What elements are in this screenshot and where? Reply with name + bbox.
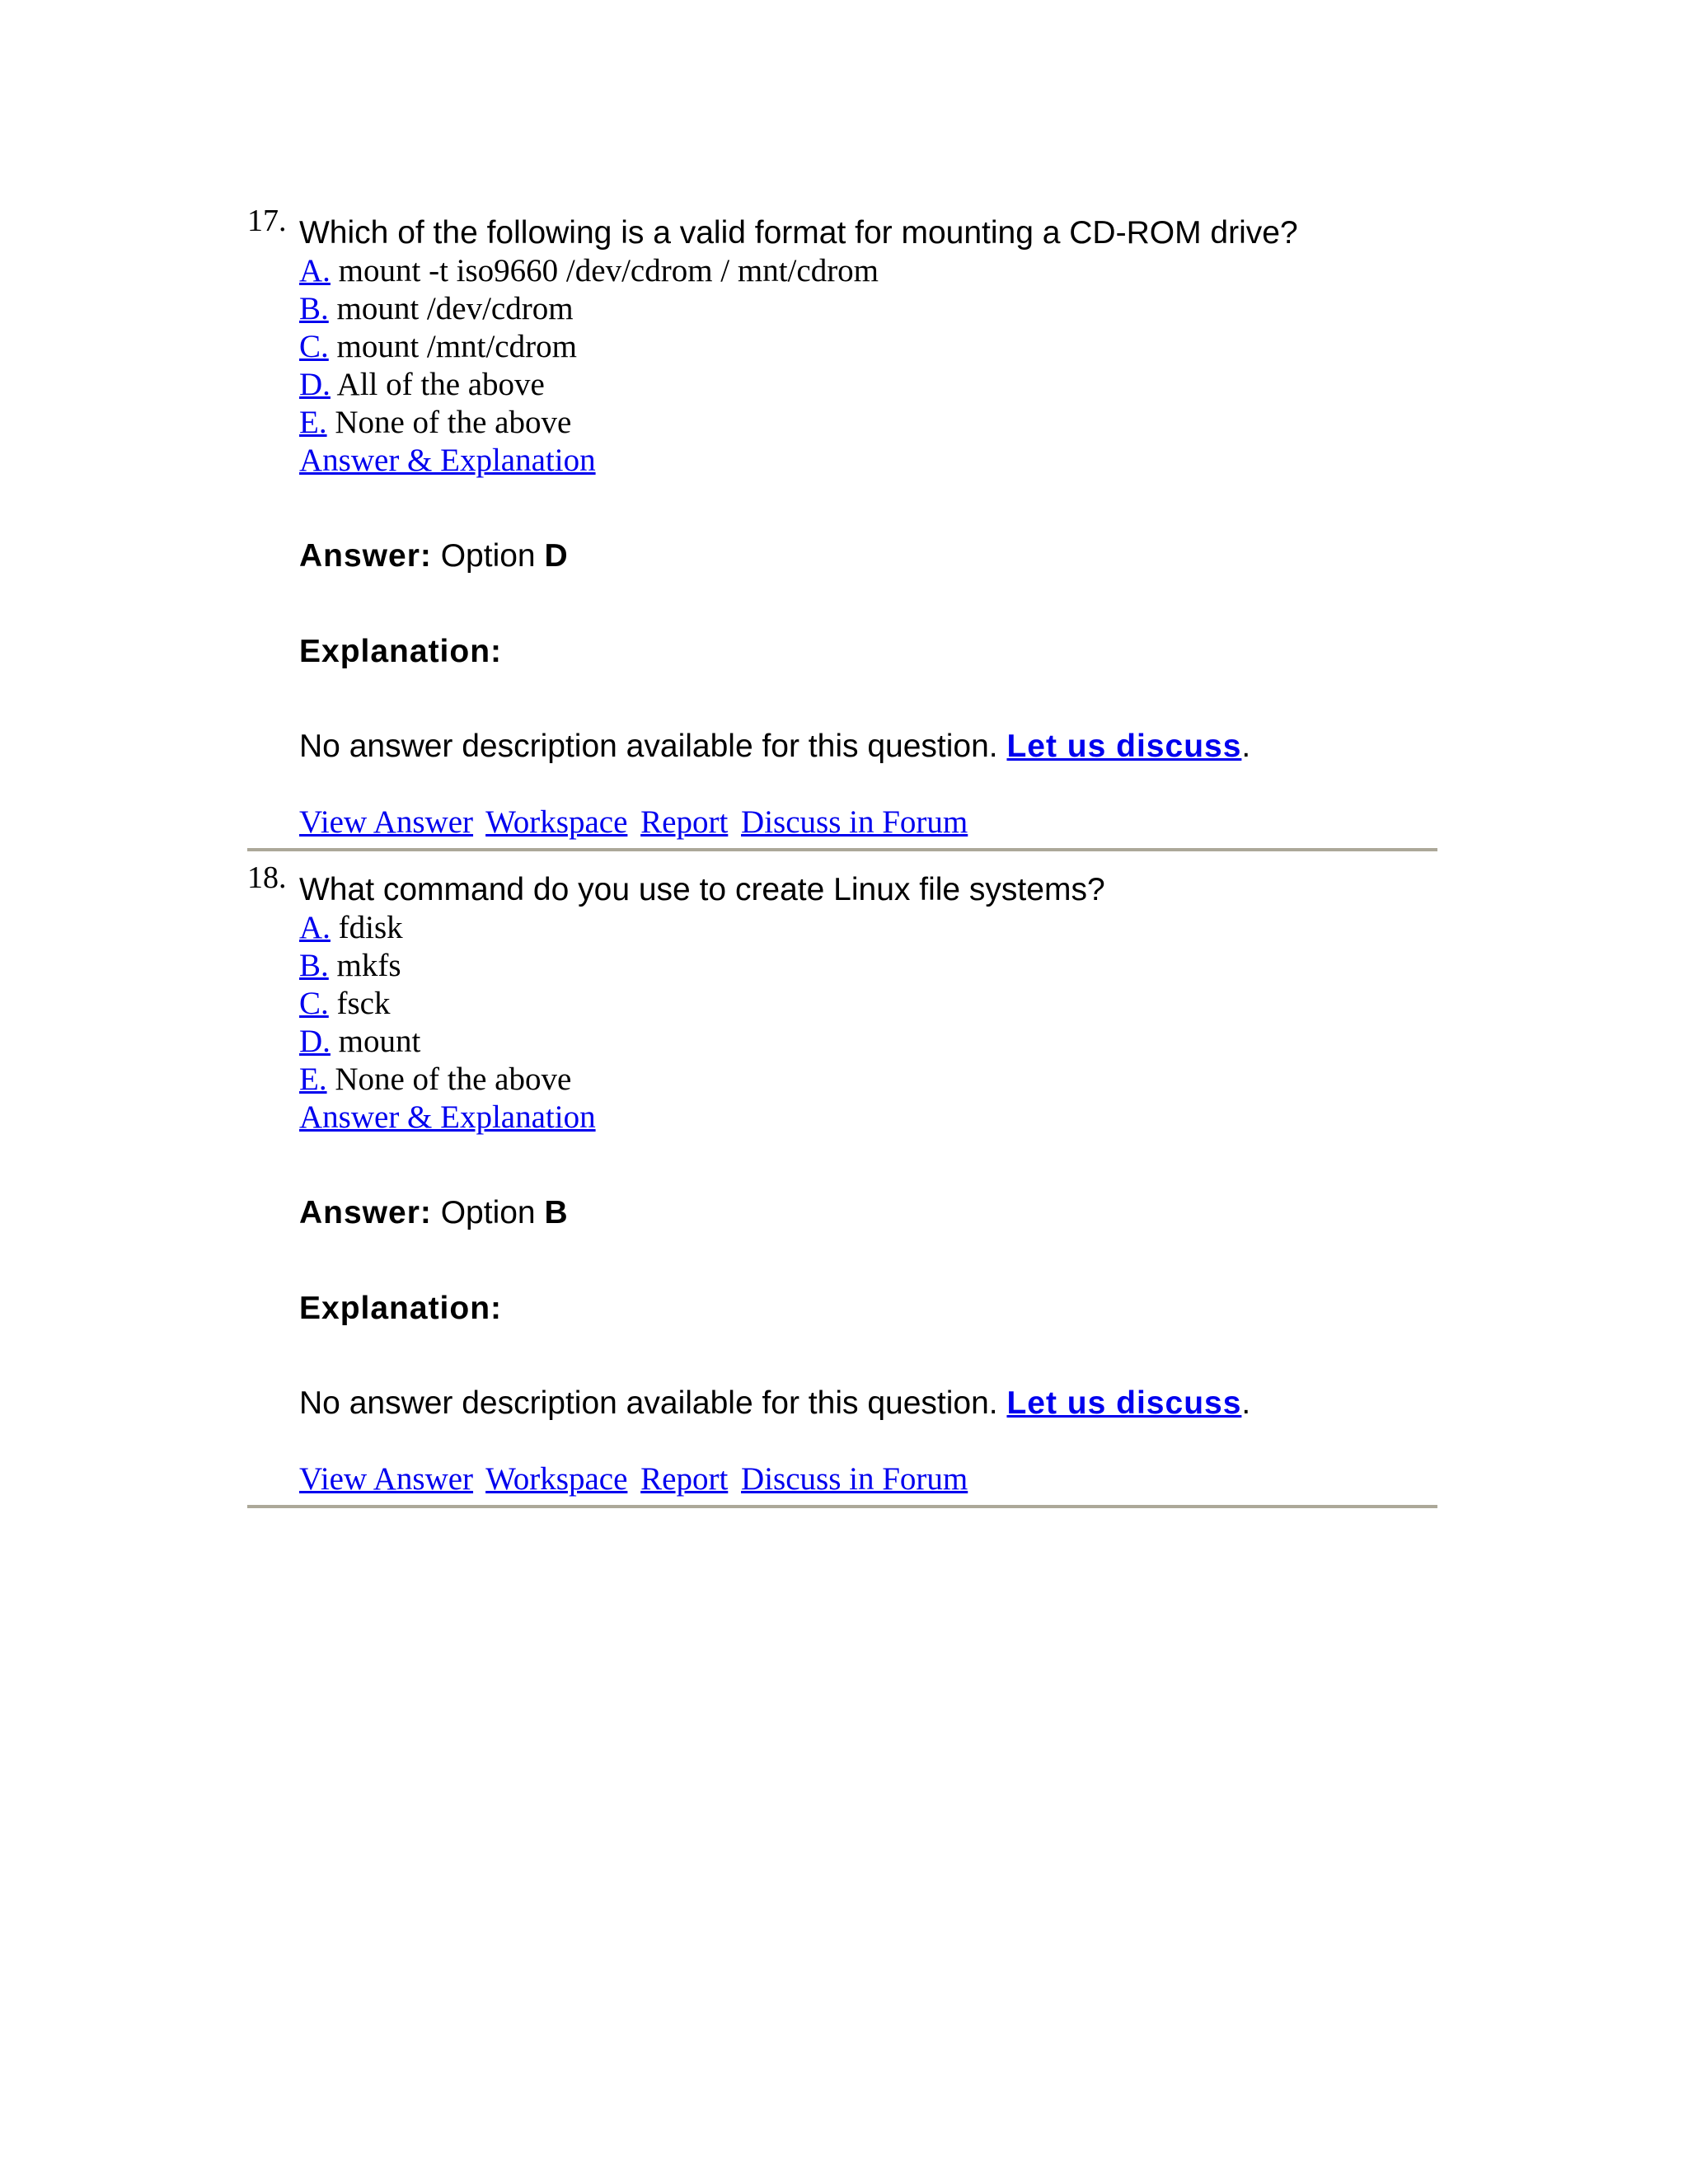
option-a-link[interactable]: A. <box>299 910 331 945</box>
option-b-text: mount /dev/cdrom <box>336 291 574 326</box>
question-number: 17. <box>247 204 287 238</box>
option-b-text: mkfs <box>336 948 401 983</box>
discuss-in-forum-link[interactable]: Discuss in Forum <box>741 804 968 840</box>
let-us-discuss-link[interactable]: Let us discuss <box>1006 729 1242 764</box>
explanation-label: Explanation: <box>299 1291 503 1326</box>
option-a-text: mount -t iso9660 /dev/cdrom / mnt/cdrom <box>338 253 879 288</box>
workspace-link[interactable]: Workspace <box>485 1461 628 1497</box>
option-c <box>299 328 1437 366</box>
question-body <box>299 855 1437 1498</box>
explanation-suffix: . <box>1241 1385 1251 1421</box>
explanation-text: No answer description available for this question. <box>299 1385 998 1421</box>
explanation-text-line <box>299 1385 1437 1422</box>
answer-prefix: Option <box>440 538 536 574</box>
answer-option: D <box>544 538 568 574</box>
option-a-link[interactable]: A. <box>299 253 331 288</box>
explanation-suffix: . <box>1241 729 1251 764</box>
option-b-link[interactable]: B. <box>299 948 329 983</box>
option-e <box>299 404 1437 442</box>
option-c-text: fsck <box>336 986 391 1021</box>
report-link[interactable]: Report <box>640 1461 729 1497</box>
option-c-link[interactable]: C. <box>299 986 329 1021</box>
option-b-link[interactable]: B. <box>299 291 329 326</box>
workspace-link[interactable]: Workspace <box>485 804 628 840</box>
options-list <box>299 909 1437 1137</box>
option-d <box>299 366 1437 404</box>
question-number: 18. <box>247 860 287 895</box>
options-list <box>299 252 1437 480</box>
option-e-text: None of the above <box>335 1062 572 1097</box>
report-link[interactable]: Report <box>640 804 729 840</box>
option-a-text: fdisk <box>338 910 403 945</box>
option-a <box>299 909 1437 947</box>
option-c-text: mount /mnt/cdrom <box>336 329 577 364</box>
question-text: What command do you use to create Linux file systems? <box>299 872 1105 907</box>
answer-line <box>299 537 1437 575</box>
answer-explanation-link[interactable]: Answer & Explanation <box>299 443 596 478</box>
view-answer-link[interactable]: View Answer <box>299 1461 474 1497</box>
answer-prefix: Option <box>440 1195 536 1230</box>
option-c <box>299 985 1437 1023</box>
action-links <box>299 804 1437 841</box>
option-d-text: mount <box>338 1024 421 1059</box>
option-e-link[interactable]: E. <box>299 405 327 440</box>
discuss-in-forum-link[interactable]: Discuss in Forum <box>741 1461 968 1497</box>
answer-label: Answer: <box>299 538 432 574</box>
option-b <box>299 290 1437 328</box>
answer-option: B <box>544 1195 568 1230</box>
let-us-discuss-link[interactable]: Let us discuss <box>1006 1385 1242 1421</box>
option-d-link[interactable]: D. <box>299 1024 331 1059</box>
answer-line <box>299 1194 1437 1232</box>
option-d-link[interactable]: D. <box>299 367 331 402</box>
explanation-text: No answer description available for this question. <box>299 729 998 764</box>
answer-explanation-link[interactable]: Answer & Explanation <box>299 1099 596 1135</box>
option-b <box>299 947 1437 985</box>
question-divider <box>247 1505 1437 1508</box>
option-e-link[interactable]: E. <box>299 1062 327 1097</box>
question-divider <box>247 848 1437 851</box>
option-a <box>299 252 1437 290</box>
answer-label: Answer: <box>299 1195 432 1230</box>
question-text: Which of the following is a valid format for mounting a CD-ROM drive? <box>299 215 1298 251</box>
explanation-text-line <box>299 728 1437 766</box>
view-answer-link[interactable]: View Answer <box>299 804 474 840</box>
explanation-label: Explanation: <box>299 634 503 669</box>
option-e <box>299 1061 1437 1099</box>
option-d <box>299 1023 1437 1061</box>
option-e-text: None of the above <box>335 405 572 440</box>
option-c-link[interactable]: C. <box>299 329 329 364</box>
option-d-text: All of the above <box>336 367 545 402</box>
question-body <box>299 198 1437 841</box>
action-links <box>299 1460 1437 1498</box>
